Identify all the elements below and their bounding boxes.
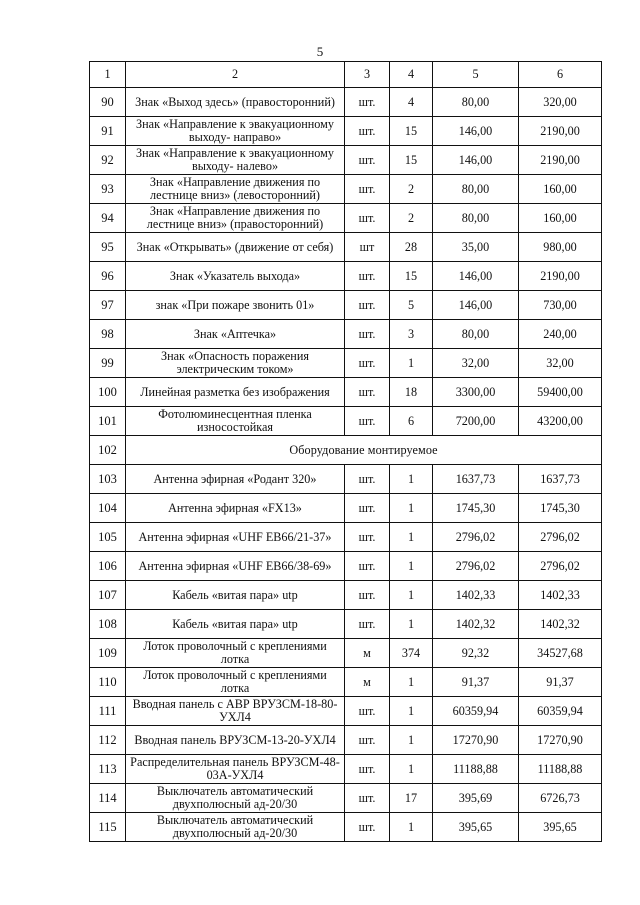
row-number: 113 bbox=[90, 755, 126, 784]
row-number: 104 bbox=[90, 494, 126, 523]
total-cost: 2190,00 bbox=[519, 262, 602, 291]
item-name: Знак «Аптечка» bbox=[126, 320, 345, 349]
row-number: 100 bbox=[90, 378, 126, 407]
unit-price: 1745,30 bbox=[433, 494, 519, 523]
table-row bbox=[90, 291, 602, 320]
item-name: Знак «Направление к эвакуационному выходу- направо» bbox=[126, 117, 345, 146]
unit-price: 80,00 bbox=[433, 88, 519, 117]
quantity: 1 bbox=[390, 726, 433, 755]
unit-price: 80,00 bbox=[433, 320, 519, 349]
item-name: Лоток проволочный с креплениями лотка bbox=[126, 668, 345, 697]
total-cost: 1402,33 bbox=[519, 581, 602, 610]
row-number: 106 bbox=[90, 552, 126, 581]
unit-price: 1402,32 bbox=[433, 610, 519, 639]
total-cost: 2190,00 bbox=[519, 146, 602, 175]
row-number: 114 bbox=[90, 784, 126, 813]
unit: шт. bbox=[345, 117, 390, 146]
table-row bbox=[90, 523, 602, 552]
item-name: Лоток проволочный с креплениями лотка bbox=[126, 639, 345, 668]
total-cost: 59400,00 bbox=[519, 378, 602, 407]
quantity: 15 bbox=[390, 146, 433, 175]
row-number: 101 bbox=[90, 407, 126, 436]
table-row bbox=[90, 784, 602, 813]
table-row bbox=[90, 610, 602, 639]
item-name: Знак «Опасность поражения электрическим током» bbox=[126, 349, 345, 378]
item-name: Кабель «витая пара» utp bbox=[126, 581, 345, 610]
unit: шт. bbox=[345, 697, 390, 726]
item-name: Распределительная панель ВРУЗСМ-48-03А-УХЛ4 bbox=[126, 755, 345, 784]
unit-price: 2796,02 bbox=[433, 552, 519, 581]
total-cost: 32,00 bbox=[519, 349, 602, 378]
unit: шт. bbox=[345, 378, 390, 407]
page-number: 5 bbox=[316, 44, 324, 59]
unit: шт. bbox=[345, 726, 390, 755]
table-row bbox=[90, 320, 602, 349]
item-name: Знак «Направление к эвакуационному выходу- налево» bbox=[126, 146, 345, 175]
quantity: 1 bbox=[390, 813, 433, 842]
item-name: Вводная панель ВРУЗСМ-13-20-УХЛ4 bbox=[126, 726, 345, 755]
unit: шт. bbox=[345, 581, 390, 610]
total-cost: 11188,88 bbox=[519, 755, 602, 784]
item-name: Фотолюминесцентная пленка износостойкая bbox=[126, 407, 345, 436]
quantity: 4 bbox=[390, 88, 433, 117]
column-header: 3 bbox=[345, 62, 390, 88]
item-name: Антенна эфирная «UHF EB66/38-69» bbox=[126, 552, 345, 581]
unit: шт. bbox=[345, 755, 390, 784]
unit-price: 146,00 bbox=[433, 146, 519, 175]
row-number: 107 bbox=[90, 581, 126, 610]
row-number: 90 bbox=[90, 88, 126, 117]
item-name: Выключатель автоматический двухполюсный ад-20/30 bbox=[126, 813, 345, 842]
total-cost: 395,65 bbox=[519, 813, 602, 842]
item-name: Знак «Направление движения по лестнице вниз» (левосторонний) bbox=[126, 175, 345, 204]
unit-price: 80,00 bbox=[433, 175, 519, 204]
row-number: 108 bbox=[90, 610, 126, 639]
table-row bbox=[90, 552, 602, 581]
total-cost: 60359,94 bbox=[519, 697, 602, 726]
quantity: 1 bbox=[390, 465, 433, 494]
unit: шт. bbox=[345, 494, 390, 523]
unit: шт. bbox=[345, 204, 390, 233]
total-cost: 91,37 bbox=[519, 668, 602, 697]
quantity: 1 bbox=[390, 349, 433, 378]
unit-price: 11188,88 bbox=[433, 755, 519, 784]
table-row bbox=[90, 494, 602, 523]
column-header: 6 bbox=[519, 62, 602, 88]
unit-price: 2796,02 bbox=[433, 523, 519, 552]
unit-price: 3300,00 bbox=[433, 378, 519, 407]
quantity: 1 bbox=[390, 755, 433, 784]
table-row bbox=[90, 813, 602, 842]
row-number: 97 bbox=[90, 291, 126, 320]
table-row bbox=[90, 117, 602, 146]
row-number: 102 bbox=[90, 436, 126, 465]
unit-price: 35,00 bbox=[433, 233, 519, 262]
total-cost: 1402,32 bbox=[519, 610, 602, 639]
unit-price: 1402,33 bbox=[433, 581, 519, 610]
unit: м bbox=[345, 639, 390, 668]
unit-price: 395,69 bbox=[433, 784, 519, 813]
quantity: 15 bbox=[390, 262, 433, 291]
unit-price: 80,00 bbox=[433, 204, 519, 233]
quantity: 2 bbox=[390, 175, 433, 204]
table-row bbox=[90, 233, 602, 262]
header-row bbox=[90, 62, 602, 88]
unit: шт. bbox=[345, 784, 390, 813]
quantity: 1 bbox=[390, 581, 433, 610]
quantity: 1 bbox=[390, 523, 433, 552]
column-header: 2 bbox=[126, 62, 345, 88]
unit-price: 92,32 bbox=[433, 639, 519, 668]
quantity: 1 bbox=[390, 668, 433, 697]
total-cost: 6726,73 bbox=[519, 784, 602, 813]
row-number: 91 bbox=[90, 117, 126, 146]
total-cost: 1637,73 bbox=[519, 465, 602, 494]
total-cost: 2796,02 bbox=[519, 523, 602, 552]
row-number: 96 bbox=[90, 262, 126, 291]
total-cost: 43200,00 bbox=[519, 407, 602, 436]
unit: шт. bbox=[345, 465, 390, 494]
item-name: Знак «Указатель выхода» bbox=[126, 262, 345, 291]
table-row bbox=[90, 175, 602, 204]
table-row bbox=[90, 378, 602, 407]
column-header: 4 bbox=[390, 62, 433, 88]
unit-price: 146,00 bbox=[433, 117, 519, 146]
column-header: 5 bbox=[433, 62, 519, 88]
unit: шт. bbox=[345, 146, 390, 175]
section-row bbox=[90, 436, 602, 465]
total-cost: 160,00 bbox=[519, 204, 602, 233]
unit: шт. bbox=[345, 88, 390, 117]
table-row bbox=[90, 581, 602, 610]
total-cost: 730,00 bbox=[519, 291, 602, 320]
item-name: Знак «Открывать» (движение от себя) bbox=[126, 233, 345, 262]
row-number: 103 bbox=[90, 465, 126, 494]
unit: шт. bbox=[345, 349, 390, 378]
item-name: Антенна эфирная «UHF EB66/21-37» bbox=[126, 523, 345, 552]
item-name: Выключатель автоматический двухполюсный ад-20/30 bbox=[126, 784, 345, 813]
column-header: 1 bbox=[90, 62, 126, 88]
total-cost: 34527,68 bbox=[519, 639, 602, 668]
table-row bbox=[90, 697, 602, 726]
total-cost: 980,00 bbox=[519, 233, 602, 262]
row-number: 93 bbox=[90, 175, 126, 204]
unit: шт. bbox=[345, 320, 390, 349]
table-row bbox=[90, 465, 602, 494]
unit: шт bbox=[345, 233, 390, 262]
quantity: 5 bbox=[390, 291, 433, 320]
unit: шт. bbox=[345, 407, 390, 436]
quantity: 2 bbox=[390, 204, 433, 233]
unit: шт. bbox=[345, 552, 390, 581]
row-number: 92 bbox=[90, 146, 126, 175]
item-name: Знак «Направление движения по лестнице вниз» (правосторонний) bbox=[126, 204, 345, 233]
row-number: 110 bbox=[90, 668, 126, 697]
unit: шт. bbox=[345, 262, 390, 291]
item-name: Кабель «витая пара» utp bbox=[126, 610, 345, 639]
row-number: 98 bbox=[90, 320, 126, 349]
table-body bbox=[90, 62, 602, 842]
quantity: 18 bbox=[390, 378, 433, 407]
quantity: 1 bbox=[390, 552, 433, 581]
row-number: 111 bbox=[90, 697, 126, 726]
quantity: 1 bbox=[390, 610, 433, 639]
item-name: Вводная панель с АВР ВРУЗСМ-18-80-УХЛ4 bbox=[126, 697, 345, 726]
unit-price: 91,37 bbox=[433, 668, 519, 697]
table-row bbox=[90, 88, 602, 117]
unit: шт. bbox=[345, 523, 390, 552]
total-cost: 2796,02 bbox=[519, 552, 602, 581]
total-cost: 2190,00 bbox=[519, 117, 602, 146]
quantity: 15 bbox=[390, 117, 433, 146]
quantity: 3 bbox=[390, 320, 433, 349]
row-number: 115 bbox=[90, 813, 126, 842]
table-row bbox=[90, 668, 602, 697]
table-row bbox=[90, 262, 602, 291]
unit-price: 32,00 bbox=[433, 349, 519, 378]
section-title: Оборудование монтируемое bbox=[126, 436, 602, 465]
unit-price: 146,00 bbox=[433, 291, 519, 320]
table-row bbox=[90, 407, 602, 436]
quantity: 374 bbox=[390, 639, 433, 668]
row-number: 109 bbox=[90, 639, 126, 668]
row-number: 99 bbox=[90, 349, 126, 378]
table-row bbox=[90, 146, 602, 175]
row-number: 94 bbox=[90, 204, 126, 233]
quantity: 1 bbox=[390, 494, 433, 523]
unit-price: 146,00 bbox=[433, 262, 519, 291]
quantity: 6 bbox=[390, 407, 433, 436]
quantity: 17 bbox=[390, 784, 433, 813]
item-name: Знак «Выход здесь» (правосторонний) bbox=[126, 88, 345, 117]
item-name: Антенна эфирная «Родант 320» bbox=[126, 465, 345, 494]
row-number: 112 bbox=[90, 726, 126, 755]
total-cost: 320,00 bbox=[519, 88, 602, 117]
unit: м bbox=[345, 668, 390, 697]
table-row bbox=[90, 639, 602, 668]
specification-table bbox=[89, 61, 602, 842]
quantity: 28 bbox=[390, 233, 433, 262]
unit: шт. bbox=[345, 175, 390, 204]
quantity: 1 bbox=[390, 697, 433, 726]
unit-price: 60359,94 bbox=[433, 697, 519, 726]
unit-price: 395,65 bbox=[433, 813, 519, 842]
item-name: знак «При пожаре звонить 01» bbox=[126, 291, 345, 320]
total-cost: 240,00 bbox=[519, 320, 602, 349]
total-cost: 17270,90 bbox=[519, 726, 602, 755]
table-row bbox=[90, 726, 602, 755]
table-row bbox=[90, 349, 602, 378]
unit: шт. bbox=[345, 610, 390, 639]
unit: шт. bbox=[345, 291, 390, 320]
item-name: Линейная разметка без изображения bbox=[126, 378, 345, 407]
table-row bbox=[90, 204, 602, 233]
item-name: Антенна эфирная «FX13» bbox=[126, 494, 345, 523]
unit-price: 17270,90 bbox=[433, 726, 519, 755]
unit-price: 1637,73 bbox=[433, 465, 519, 494]
table-row bbox=[90, 755, 602, 784]
row-number: 105 bbox=[90, 523, 126, 552]
total-cost: 1745,30 bbox=[519, 494, 602, 523]
total-cost: 160,00 bbox=[519, 175, 602, 204]
unit-price: 7200,00 bbox=[433, 407, 519, 436]
row-number: 95 bbox=[90, 233, 126, 262]
unit: шт. bbox=[345, 813, 390, 842]
